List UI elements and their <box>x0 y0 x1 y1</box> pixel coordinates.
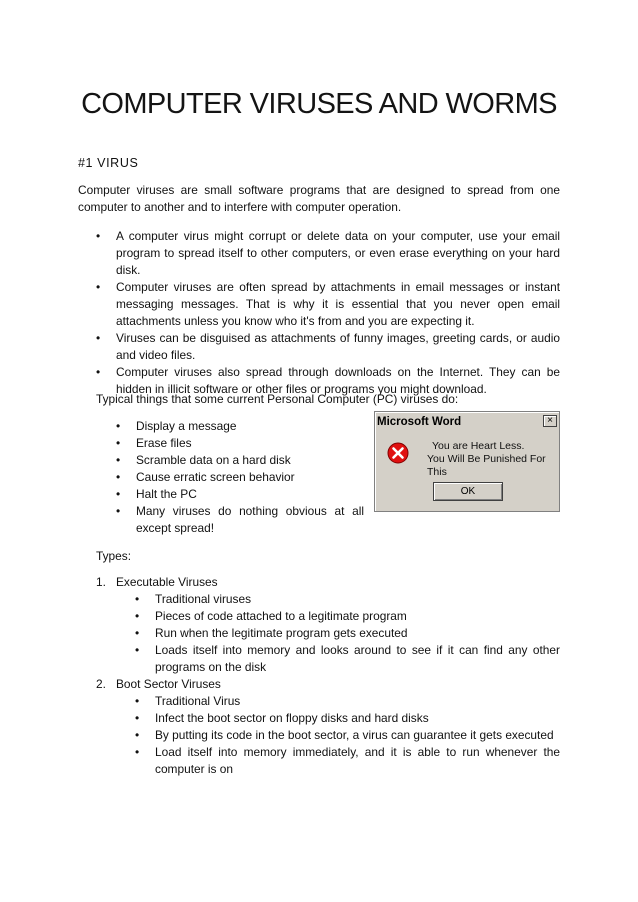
error-dialog-image <box>374 411 560 512</box>
list-item: • Traditional Virus <box>135 694 241 708</box>
intro-paragraph: Computer viruses are small software programs that are designed to spread from one computer to another and to interfere with computer operation. <box>78 183 560 214</box>
list-item: • Infect the boot sector on floppy disks and hard disks <box>135 711 429 725</box>
dialog-message: You are Heart Less. You Will Be Punished For This <box>427 440 546 478</box>
list-item: • Halt the PC <box>116 487 197 501</box>
types-label: Types: <box>96 549 132 563</box>
dialog-title: Microsoft Word <box>377 416 462 428</box>
typical-intro: Typical things that some current Personal Computer (PC) viruses do: <box>96 392 459 406</box>
type-heading-boot-sector: 2. Boot Sector Viruses <box>96 677 221 691</box>
section-heading: #1 VIRUS <box>78 156 139 170</box>
list-item: • Many viruses do nothing obvious at all except spread! <box>116 504 364 535</box>
close-icon: × <box>543 415 557 427</box>
list-item: • Computer viruses also spread through downloads on the Internet. They can be hidden in illicit software or other files or programs you might download. <box>96 365 560 396</box>
executable-virus-list <box>135 591 560 676</box>
list-item: • Computer viruses are often spread by attachments in email messages or instant messaging messages. That is why it is essential that you never open email attachments unless you know who it's from and you are expecting it. <box>96 280 560 328</box>
list-item: • Loads itself into memory and looks around to see if it can find any other programs on the disk <box>135 643 560 674</box>
list-item: • Viruses can be disguised as attachments of funny images, greeting cards, or audio and video files. <box>96 331 560 362</box>
boot-sector-virus-list <box>135 693 560 778</box>
page-title: COMPUTER VIRUSES AND WORMS <box>81 88 557 120</box>
virus-bullet-list <box>96 228 560 398</box>
list-item: • Scramble data on a hard disk <box>116 453 291 467</box>
list-item: • Cause erratic screen behavior <box>116 470 295 484</box>
typical-list <box>116 418 364 537</box>
list-item: • Load itself into memory immediately, and it is able to run whenever the computer is on <box>135 745 560 776</box>
type-heading-executable: 1. Executable Viruses <box>96 575 218 589</box>
ok-button: OK <box>433 482 503 501</box>
list-item: • Pieces of code attached to a legitimate program <box>135 609 407 623</box>
list-item: • By putting its code in the boot sector, a virus can guarantee it gets executed <box>135 728 554 742</box>
list-item: • Run when the legitimate program gets executed <box>135 626 408 640</box>
list-item: • Traditional viruses <box>135 592 252 606</box>
list-item: • Erase files <box>116 436 192 450</box>
list-item: • A computer virus might corrupt or delete data on your computer, use your email program to spread itself to other computers, or even erase everything on your hard disk. <box>96 229 560 277</box>
list-item: • Display a message <box>116 419 237 433</box>
error-icon <box>387 442 409 464</box>
